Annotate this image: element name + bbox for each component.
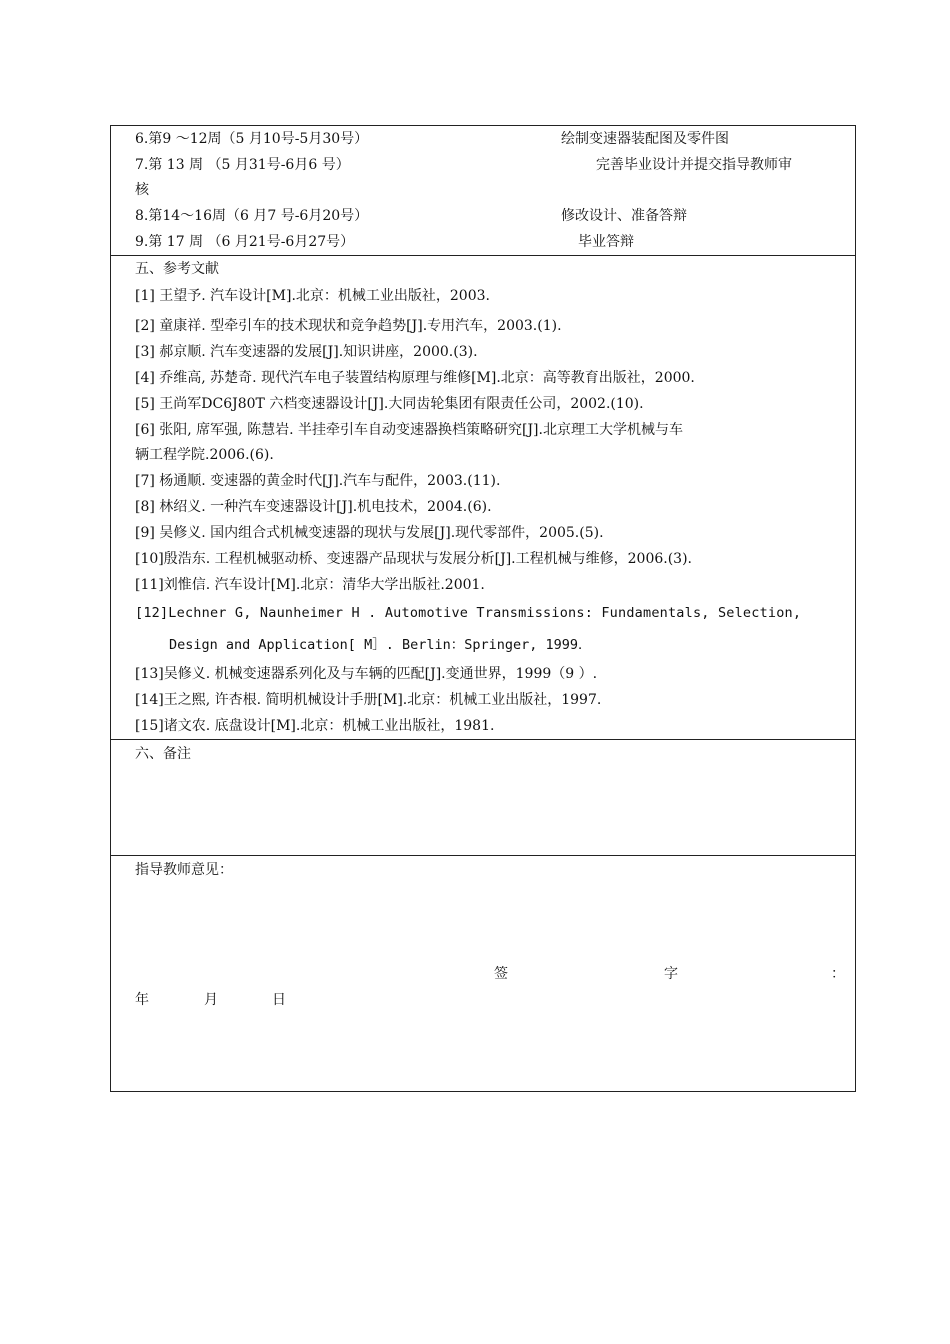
schedule-row-left: 8.第14～16周（6 月7 号-6月20号） (135, 208, 369, 224)
reference-item: [13]吴修义. 机械变速器系列化及与车辆的匹配[J].变通世界，1999（9 ）. (135, 666, 598, 682)
schedule-row-left: 6.第9 ～12周（5 月10号-5月30号） (135, 131, 369, 147)
section-heading: 六、备注 (135, 746, 191, 762)
schedule-row-left: 9.第 17 周 （6 月21号-6月27号） (135, 234, 355, 250)
reference-item: [8] 林绍义. 一种汽车变速器设计[J].机电技术，2004.(6). (135, 499, 492, 515)
form-table (110, 125, 856, 1092)
reference-item: [5] 王尚军DC6J80T 六档变速器设计[J].大同齿轮集团有限责任公司，2002.(10). (135, 396, 644, 412)
reference-item: [1] 王望予. 汽车设计[M].北京：机械工业出版社，2003. (135, 288, 490, 304)
reference-item: [3] 郝京顺. 汽车变速器的发展[J].知识讲座，2000.(3). (135, 344, 478, 360)
reference-item: [2] 童康祥. 型牵引车的技术现状和竞争趋势[J].专用汽车，2003.(1). (135, 318, 562, 334)
schedule-row-right: 毕业答辩 (578, 234, 634, 250)
reference-item: [14]王之熙, 许杏根. 简明机械设计手册[M].北京：机械工业出版社，1997. (135, 692, 602, 708)
schedule-row-left: 7.第 13 周 （5 月31号-6月6 号） (135, 157, 350, 173)
date-label-char: 月 (204, 992, 218, 1008)
section-heading: 五、参考文献 (135, 261, 219, 277)
advisor-section (111, 856, 855, 1091)
reference-item: [6] 张阳, 席军强, 陈慧岩. 半挂牵引车自动变速器换档策略研究[J].北京理工大学机械与车 (135, 422, 683, 438)
reference-item: [15]诸文农. 底盘设计[M].北京：机械工业出版社，1981. (135, 718, 495, 734)
section-heading: 指导教师意见： (135, 862, 233, 878)
signature-label-char: ： (831, 966, 845, 982)
signature-label-char: 签 (494, 966, 508, 982)
reference-item: [7] 杨通顺. 变速器的黄金时代[J].汽车与配件，2003.(11). (135, 473, 501, 489)
remarks-section (111, 740, 855, 856)
reference-item-continuation: 辆工程学院.2006.(6). (135, 447, 274, 463)
reference-item: [12]Lechner G, Naunheimer H . Automotive Transmissions: Fundamentals, Selection, (135, 605, 802, 621)
schedule-row-continuation: 核 (135, 182, 149, 198)
date-label-char: 日 (272, 992, 286, 1008)
reference-item: [9] 吴修义. 国内组合式机械变速器的现状与发展[J].现代零部件，2005.(5). (135, 525, 604, 541)
schedule-row-right: 完善毕业设计并提交指导教师审 (596, 157, 792, 173)
date-label-char: 年 (135, 992, 149, 1008)
reference-item: [4] 乔维高, 苏楚奇. 现代汽车电子装置结构原理与维修[M].北京：高等教育出版社，2000. (135, 370, 695, 386)
reference-item: [10]殷浩东. 工程机械驱动桥、变速器产品现状与发展分析[J].工程机械与维修，2006.(3). (135, 551, 692, 567)
reference-item-continuation: Design and Application[ M］. Berlin：Springer, 1999． (169, 637, 592, 653)
reference-item: [11]刘惟信. 汽车设计[M].北京：清华大学出版社.2001. (135, 577, 485, 593)
references-section (111, 256, 855, 740)
signature-label-char: 字 (664, 966, 678, 982)
schedule-section (111, 126, 855, 256)
schedule-row-right: 修改设计、准备答辩 (561, 208, 687, 224)
schedule-row-right: 绘制变速器装配图及零件图 (561, 131, 729, 147)
